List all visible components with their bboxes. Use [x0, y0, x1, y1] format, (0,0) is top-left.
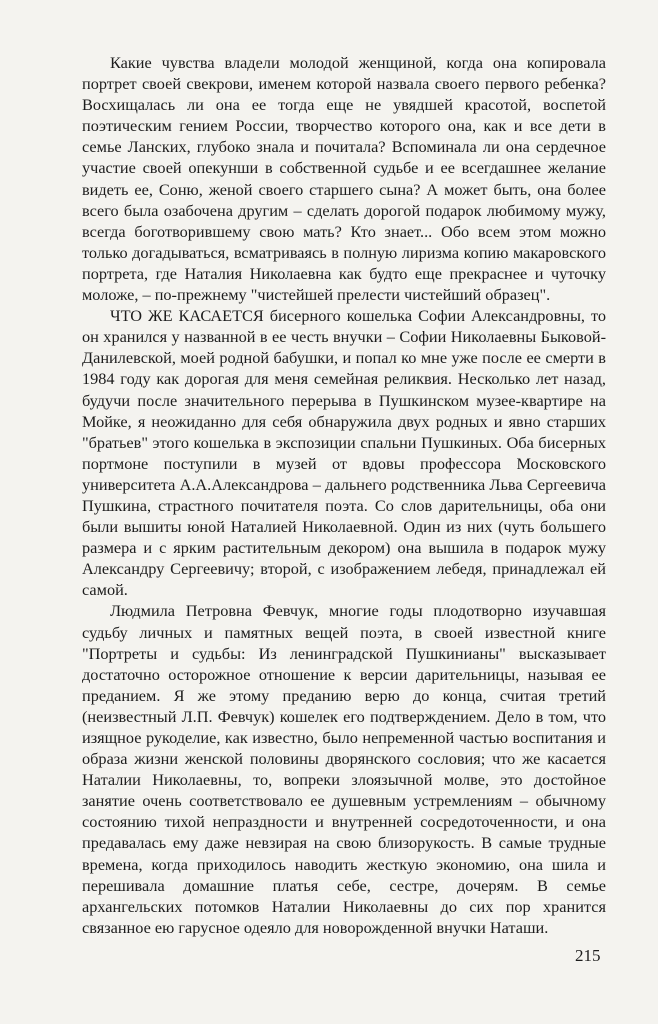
- page-number: 215: [575, 946, 601, 965]
- paragraph-3: Людмила Петровна Февчук, многие годы плодотворно изучавшая судьбу личных и памятных вещей поэта, в своей известной книге "Портреты и судьбы: Из ленинградской Пушкинианы" высказывает достаточно осторожное отношение к версии дарительницы, называя ее преданием. Я же этому преданию верю до конца, считая третий (неизвестный Л.П. Февчук) кошелек его подтверждением. Дело в том, что изящное рукоделие, как известно, было непременной частью воспитания и образа жизни женской половины дворянского сословия; что же касается Наталии Николаевны, то, вопреки злоязычной молве, это достойное занятие очень соответствовало ее душевным устремлениям – обычному состоянию тихой непраздности и внутренней сосредоточенности, и она предавалась ему даже невзирая на свою близорукость. В самые трудные времена, когда приходилось наводить жесткую экономию, она шила и перешивала домашние платья себе, сестре, дочерям. В семье архангельских потомков Наталии Николаевны до сих пор хранится связанное ею гарусное одеяло для новорожденной внучки Наташи.: [82, 601, 606, 937]
- body-text: [82, 52, 606, 938]
- paragraph-2: ЧТО ЖЕ КАСАЕТСЯ бисерного кошелька Софии Александровны, то он хранился у названной в ее честь внучки – Софии Николаевны Быковой-Данилевской, моей родной бабушки, и попал ко мне уже после ее смерти в 1984 году как дорогая для меня семейная реликвия. Несколько лет назад, будучи после значительного перерыва в Пушкинском музее-квартире на Мойке, я неожиданно для себя обнаружила двух родных и явно старших "братьев" этого кошелька в экспозиции спальни Пушкиных. Оба бисерных портмоне поступили в музей от вдовы профессора Московского университета А.А.Александрова – дальнего родственника Льва Сергеевича Пушкина, страстного почитателя поэта. Со слов дарительницы, оба они были вышиты юной Наталией Николаевной. Один из них (чуть большего размера и с ярким растительным декором) она вышила в подарок мужу Александру Сергеевичу; второй, с изображением лебедя, принадлежал ей самой.: [82, 306, 606, 600]
- paragraph-1: Какие чувства владели молодой женщиной, когда она копировала портрет своей свекрови, именем которой назвала своего первого ребенка? Восхищалась ли она ее тогда еще не увядшей красотой, воспетой поэтическим гением России, творчество которого она, как и все дети в семье Ланских, глубоко знала и почитала? Вспоминала ли она сердечное участие своей опекунши в собственной судьбе и ее всегдашнее желание видеть ее, Соню, женой своего старшего сына? А может быть, она более всего была озабочена другим – сделать дорогой подарок любимому мужу, всегда боготворившему свою мать? Кто знает... Обо всем этом можно только догадываться, всматриваясь в полную лиризма копию макаровского портрета, где Наталия Николаевна как будто еще прекраснее и чуточку моложе, – по-прежнему "чистейшей прелести чистейший образец".: [82, 53, 606, 305]
